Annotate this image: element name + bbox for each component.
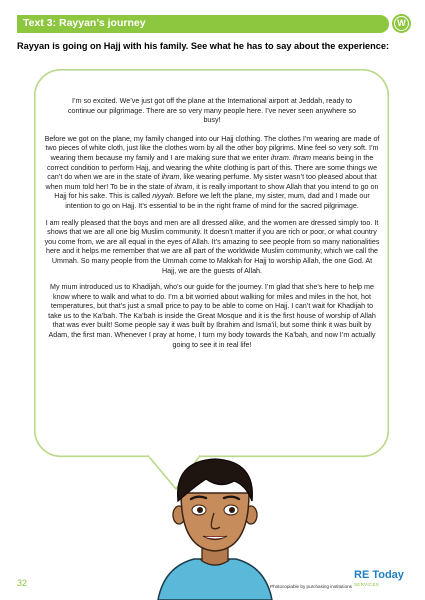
paragraph-2-text: means being in the correct condition to perform Hajj, and wearing the white clothing is part of this. There are some things we can’t do when we are in the state of [46, 153, 378, 182]
page-title: Text 3: Rayyan’s journey [23, 17, 146, 29]
italic-term: Ihram [292, 153, 312, 162]
paragraph-2 [44, 135, 380, 212]
paragraph-1: I’m so excited. We’ve just got off the plane at the International airport at Jeddah, ready to continue our pilgrimage. There are so very many people here. I’ve never seen anywhere so busy! [67, 97, 357, 125]
paragraph-2-text: . [288, 153, 293, 162]
page-number: 32 [17, 578, 28, 588]
italic-term: ihram [270, 153, 289, 162]
speech-bubble-text [44, 97, 380, 357]
italic-term: niyyah [152, 192, 173, 201]
italic-term: ihram [161, 173, 180, 182]
paragraph-3: I am really pleased that the boys and men are all dressed alike, and the women are dressed simply too. It shows that we are all one big Muslim community. It doesn’t matter if you are rich or poor, or what country you come from, we are all equal in the eyes of Allah. It’s amazing to see people from so many nationalities here and it helps me remember that we are all part of the worldwide Muslim community, which we call the Ummah. So many people from the Ummah come to Makkah for Hajj to worship Allah, the one God. At Hajj, we are the guests of Allah. [44, 218, 380, 275]
intro-text: Rayyan is going on Hajj with his family. See what he has to say about the experience: [17, 41, 390, 51]
brand-logo: RE Today [354, 569, 404, 581]
italic-term: ihram [174, 182, 193, 191]
paragraph-2-text: . Before we left the plane, my sister, mum, dad and I made our intention to go on Hajj. It’s essential to be in the right frame of mind for the sacred pilgrimage. [65, 192, 370, 210]
photocopy-note: Photocopiable by purchasing institutions [270, 584, 352, 589]
paragraph-2-text: Before we got on the plane, my family changed into our Hajj clothing. The clothes I’m wearing are made of two pieces of white cloth, just like the clothes worn by all the other boy pilgrims. Mine feel so very soft. I’m wearing them because my family and I are making sure that we enter [44, 134, 380, 162]
w-badge-letter: W [395, 17, 408, 30]
brand-subtitle: SERVICES [354, 582, 380, 587]
paragraph-2-text: , like wearing perfume. My sister wasn’t too pleased about that when mum told her! To be in the state of [45, 173, 377, 191]
paragraph-4: My mum introduced us to Khadijah, who’s our guide for the journey. I’m glad that she’s here to help me know where to walk and what to do. I’m a bit worried about walking for miles and miles in the hot, hot temperatures, but that’s just a small price to pay to be able to come on Hajj. I can’t wait for Khadijah to take us to the Ka’bah. The Ka’bah is inside the Great Mosque and it is the first house of worship of Allah that was ever built! Some people say it was built by Ibrahim and Isma’il, but some think it was built by Adam, the first man. Whenever I pray at home, I turn my body towards the Ka’bah, and now I’m actually going to see it in real life! [48, 283, 376, 349]
paragraph-2-text: , it is really important to show Allah that you intend to go on Hajj for his sake. This is called [54, 182, 379, 201]
rayyan-boy-illustration [150, 455, 280, 600]
